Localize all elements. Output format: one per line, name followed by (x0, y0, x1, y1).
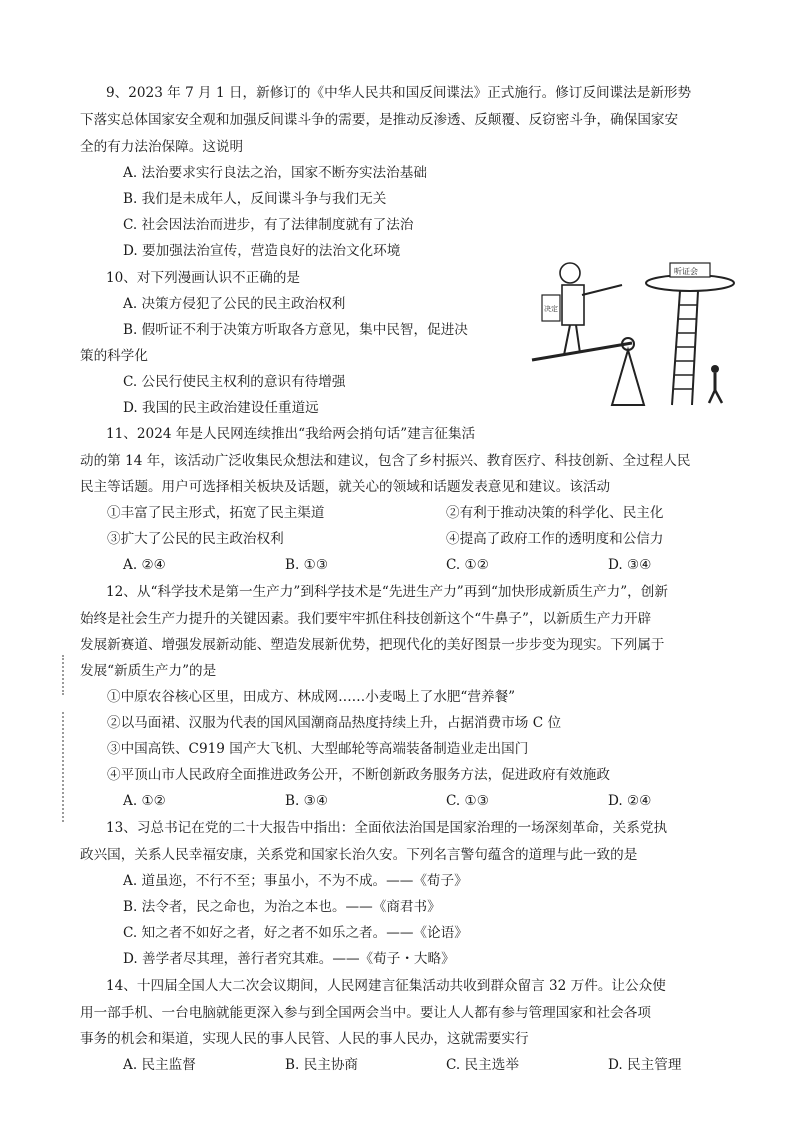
q13-option-c: C. 知之者不如好之者，好之者不如乐之者。——《论语》 (123, 925, 468, 941)
q14-choice-c: C. 民主选举 (446, 1057, 519, 1073)
q12-item-3: ③中国高铁、C919 国产大飞机、大型邮轮等高端装备制造业走出国门 (107, 741, 529, 757)
q12-choice-c: C. ①③ (446, 793, 489, 809)
q13-option-b: B. 法令者，民之命也，为治之本也。——《商君书》 (123, 899, 441, 915)
q11-choice-c: C. ①② (446, 557, 489, 573)
binding-margin-dots-upper (62, 655, 64, 695)
q11-choice-a: A. ②④ (123, 557, 166, 573)
q10-option-b: B. 假听证不利于决策方听取各方意见，集中民智，促进决 (123, 322, 468, 338)
q11-item-2: ②有利于推动决策的科学化、民主化 (446, 505, 664, 521)
q9-option-b: B. 我们是未成年人，反间谍斗争与我们无关 (123, 191, 387, 207)
q10-cartoon-image (512, 255, 744, 407)
q10-option-a: A. 决策方侵犯了公民的民主政治权利 (123, 296, 346, 312)
q11-item-4: ④提高了政府工作的透明度和公信力 (446, 531, 664, 547)
q9-option-c: C. 社会因法治而进步，有了法律制度就有了法治 (123, 217, 414, 233)
q9-option-a: A. 法治要求实行良法之治，国家不断夯实法治基础 (123, 165, 427, 181)
q11-stem-line-1: 11、2024 年是人民网连续推出“我给两会捎句话”建言征集活 (106, 426, 476, 442)
q12-stem-line-3: 发展新赛道、增强发展新动能、塑造发展新优势，把现代化的美好图景一步步变为现实。下列属于 (80, 637, 665, 653)
q9-stem-line-1: 9、2023 年 7 月 1 日，新修订的《中华人民共和国反间谍法》正式施行。修订反间谍法是新形势 (106, 85, 692, 101)
q13-stem-line-2: 政兴国，关系人民幸福安康，关系党和国家长治久安。下列名言警句蕴含的道理与此一致的是 (80, 847, 638, 863)
binding-margin-dots-lower (62, 712, 64, 822)
q12-stem-line-1: 12、从“科学技术是第一生产力”到科学技术是“先进生产力”再到“加快形成新质生产力”，创新 (106, 584, 668, 600)
q12-choice-b: B. ③④ (285, 793, 329, 809)
q9-stem-line-2: 下落实总体国家安全观和加强反间谍斗争的需要，是推动反渗透、反颠覆、反窃密斗争，确保国家安 (80, 112, 679, 128)
q13-stem-line-1: 13、习总书记在党的二十大报告中指出：全面依法治国是国家治理的一场深刻革命，关系党执 (106, 820, 668, 836)
q12-stem-line-2: 始终是社会生产力提升的关键因素。我们要牢牢抓住科技创新这个“牛鼻子”，以新质生产力开辟 (80, 611, 652, 627)
q11-item-3: ③扩大了公民的民主政治权利 (107, 531, 284, 547)
q12-item-4: ④平顶山市人民政府全面推进政务公开，不断创新政务服务方法，促进政府有效施政 (107, 767, 610, 783)
q10-option-d: D. 我国的民主政治建设任重道远 (123, 400, 319, 416)
q11-stem-line-3: 民主等话题。用户可选择相关板块及话题，就关心的领域和话题发表意见和建议。该活动 (80, 479, 611, 495)
q13-option-a: A. 道虽迩，不行不至；事虽小，不为不成。——《荀子》 (123, 873, 468, 889)
q14-stem-line-3: 事务的机会和渠道，实现人民的事人民管、人民的事人民办，这就需要实行 (80, 1031, 529, 1047)
q11-stem-line-2: 动的第 14 年，该活动广泛收集民众想法和建议，包含了乡村振兴、教育医疗、科技创新、全过程人民 (80, 453, 691, 469)
q12-stem-line-4: 发展“新质生产力”的是 (80, 663, 217, 679)
q12-choice-a: A. ①② (123, 793, 166, 809)
q11-item-1: ①丰富了民主形式，拓宽了民主渠道 (107, 505, 325, 521)
q12-item-1: ①中原农谷核心区里，田成方、林成网……小麦喝上了水肥“营养餐” (107, 689, 516, 705)
q10-stem: 10、对下列漫画认识不正确的是 (106, 270, 301, 286)
q10-option-b-cont: 策的科学化 (80, 348, 148, 364)
q9-option-d: D. 要加强法治宣传，营造良好的法治文化环境 (123, 243, 401, 259)
q14-choice-b: B. 民主协商 (285, 1057, 359, 1073)
q14-stem-line-2: 用一部手机、一台电脑就能更深入参与到全国两会当中。要让人人都有参与管理国家和社会各项 (80, 1005, 651, 1021)
q12-choice-d: D. ②④ (608, 793, 652, 809)
cartoon-sign-text: 决定 (544, 305, 558, 313)
q14-stem-line-1: 14、十四届全国人大二次会议期间，人民网建言征集活动共收到群众留言 32 万件。让公众使 (106, 978, 666, 994)
q14-choice-a: A. 民主监督 (123, 1057, 196, 1073)
q11-choice-b: B. ①③ (285, 557, 329, 573)
q13-option-d: D. 善学者尽其理，善行者究其难。——《荀子・大略》 (123, 951, 455, 967)
q10-option-c: C. 公民行使民主权利的意识有待增强 (123, 374, 346, 390)
q14-choice-d: D. 民主管理 (608, 1057, 682, 1073)
cartoon-board-text: 听证会 (674, 267, 698, 276)
q11-choice-d: D. ③④ (608, 557, 652, 573)
q9-stem-line-3: 全的有力法治保障。这说明 (80, 139, 244, 155)
q12-item-2: ②以马面裙、汉服为代表的国风国潮商品热度持续上升，占据消费市场 C 位 (107, 715, 562, 731)
